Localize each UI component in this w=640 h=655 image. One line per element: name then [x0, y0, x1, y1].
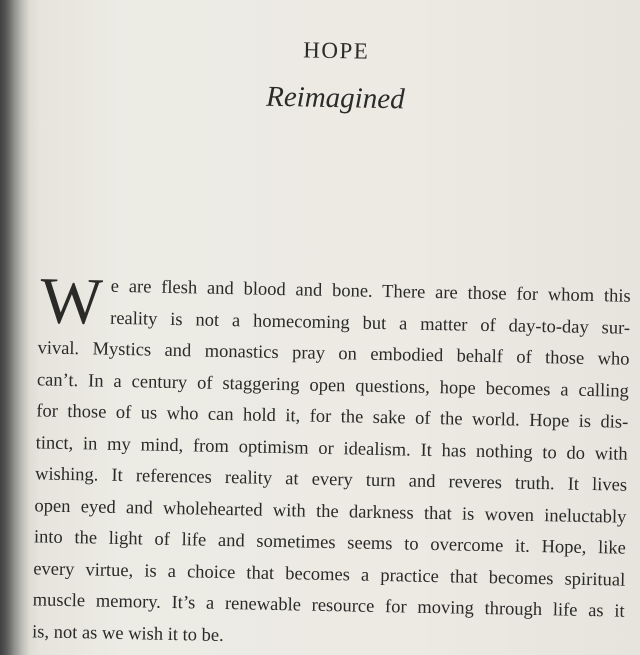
- text-line: can’t. In a century of staggering open questions, hope becomes a calling: [36, 369, 630, 402]
- text-line: every virtue, is a choice that becomes a practice that becomes spiritual: [33, 558, 626, 591]
- text-line: e are flesh and blood and bone. There are those for whom this: [110, 276, 631, 307]
- text-line: open eyed and wholehearted with the darkness that is woven ineluctably: [34, 495, 627, 528]
- drop-cap: W: [39, 264, 104, 339]
- chapter-title: HOPE: [303, 37, 370, 64]
- body-paragraph: [31, 264, 631, 655]
- chapter-subtitle: Reimagined: [265, 80, 405, 116]
- text-line: for those of us who can hold it, for the sake of the world. Hope is dis-: [36, 401, 629, 433]
- text-line: muscle memory. It’s a renewable resource for moving through life as it: [32, 590, 625, 622]
- text-line: wishing. It references reality at every turn and reveres truth. It lives: [34, 464, 628, 496]
- text-line: tinct, in my mind, from optimism or idealism. It has nothing to do with: [35, 432, 628, 465]
- text-line: is, not as we wish it to be.: [31, 621, 224, 646]
- text-line: into the light of life and sometimes seems to overcome it. Hope, like: [33, 527, 626, 559]
- book-page: [16, 0, 640, 655]
- text-line: vival. Mystics and monastics pray on embodied behalf of those who: [37, 338, 630, 370]
- text-line: reality is not a homecoming but a matter of day-to-day sur-: [109, 308, 631, 339]
